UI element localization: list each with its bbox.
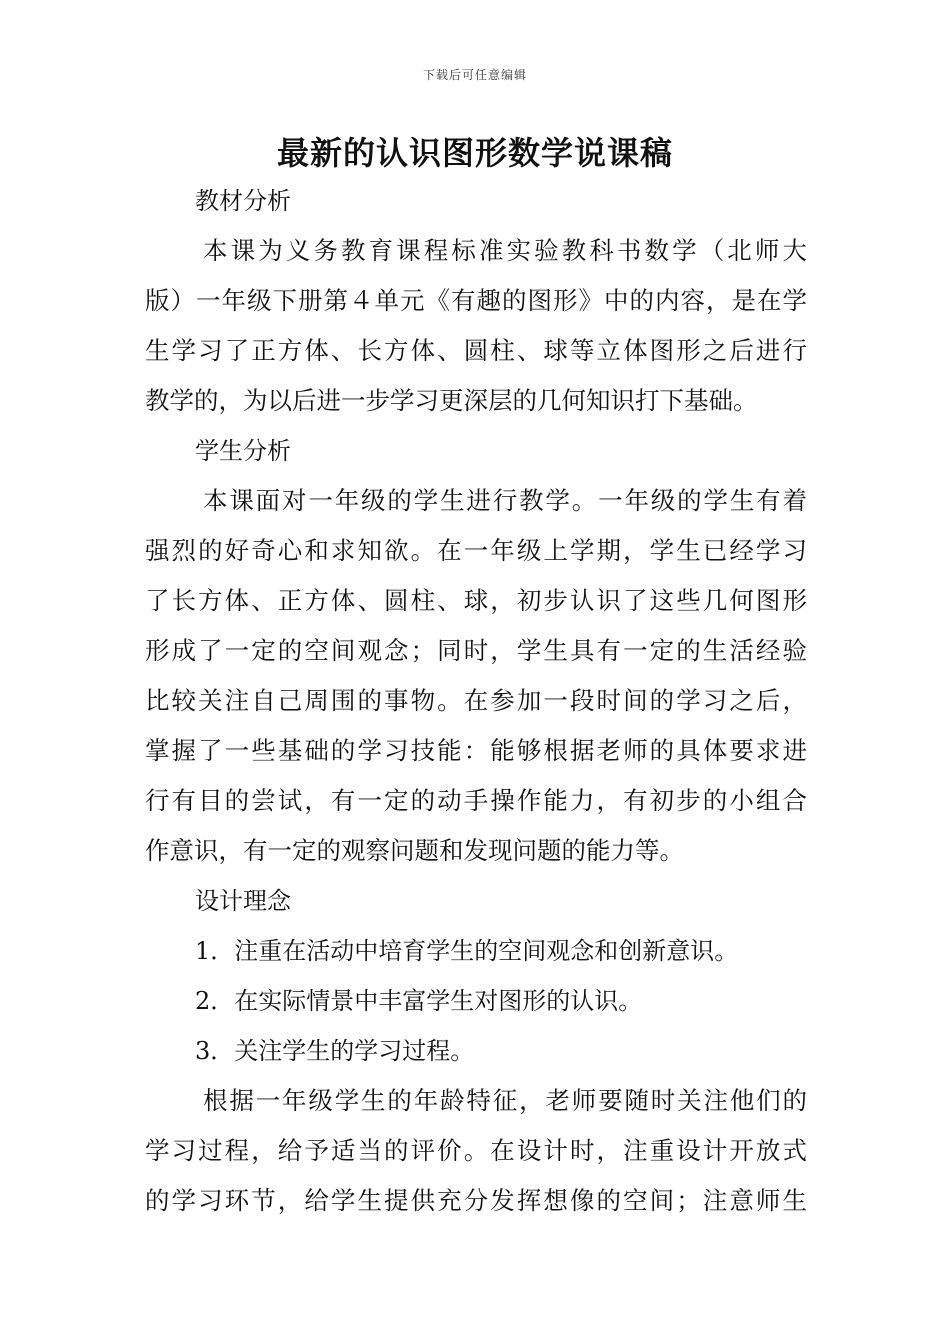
header-note: 下载后可任意编辑 <box>422 68 527 82</box>
paragraph-line: 根据一年级学生的年龄特征，老师要随时关注他们的 <box>203 1086 807 1115</box>
paragraph-line: 生学习了正方体、长方体、圆柱、球等立体图形之后进行 <box>145 336 807 365</box>
paragraph-line: 作意识，有一定的观察问题和发现问题的能力等。 <box>145 836 684 865</box>
document-body <box>145 176 807 1226</box>
document-title: 最新的认识图形数学说课稿 <box>276 134 673 172</box>
paragraph-line: 本课为义务教育课程标准实验教科书数学（北师大 <box>203 236 807 265</box>
paragraph-line: 本课面对一年级的学生进行教学。一年级的学生有着 <box>203 486 807 515</box>
paragraph-line: 行有目的尝试，有一定的动手操作能力，有初步的小组合 <box>145 786 807 815</box>
section-heading-student-analysis: 学生分析 <box>195 437 291 465</box>
paragraph-line: 了长方体、正方体、圆柱、球，初步认识了这些几何图形 <box>145 586 807 615</box>
paragraph-line: 强烈的好奇心和求知欲。在一年级上学期，学生已经学习 <box>145 536 807 565</box>
section-heading-textbook-analysis: 教材分析 <box>195 187 291 215</box>
paragraph-line: 学习过程，给予适当的评价。在设计时，注重设计开放式 <box>145 1136 807 1165</box>
numbered-item: 2．在实际情景中丰富学生对图形的认识。 <box>195 987 643 1015</box>
paragraph-line: 掌握了一些基础的学习技能：能够根据老师的具体要求进 <box>145 736 807 765</box>
paragraph-line: 教学的，为以后进一步学习更深层的几何知识打下基础。 <box>145 386 758 415</box>
numbered-item: 3．关注学生的学习过程。 <box>195 1037 475 1065</box>
section-heading-design-concept: 设计理念 <box>195 887 291 915</box>
numbered-item: 1．注重在活动中培育学生的空间观念和创新意识。 <box>195 937 739 965</box>
paragraph-line: 的学习环节，给学生提供充分发挥想像的空间；注意师生 <box>145 1186 807 1215</box>
paragraph-line: 比较关注自己周围的事物。在参加一段时间的学习之后， <box>145 686 807 715</box>
paragraph-line: 形成了一定的空间观念；同时，学生具有一定的生活经验 <box>145 636 807 665</box>
paragraph-line: 版）一年级下册第４单元《有趣的图形》中的内容，是在学 <box>145 286 807 315</box>
